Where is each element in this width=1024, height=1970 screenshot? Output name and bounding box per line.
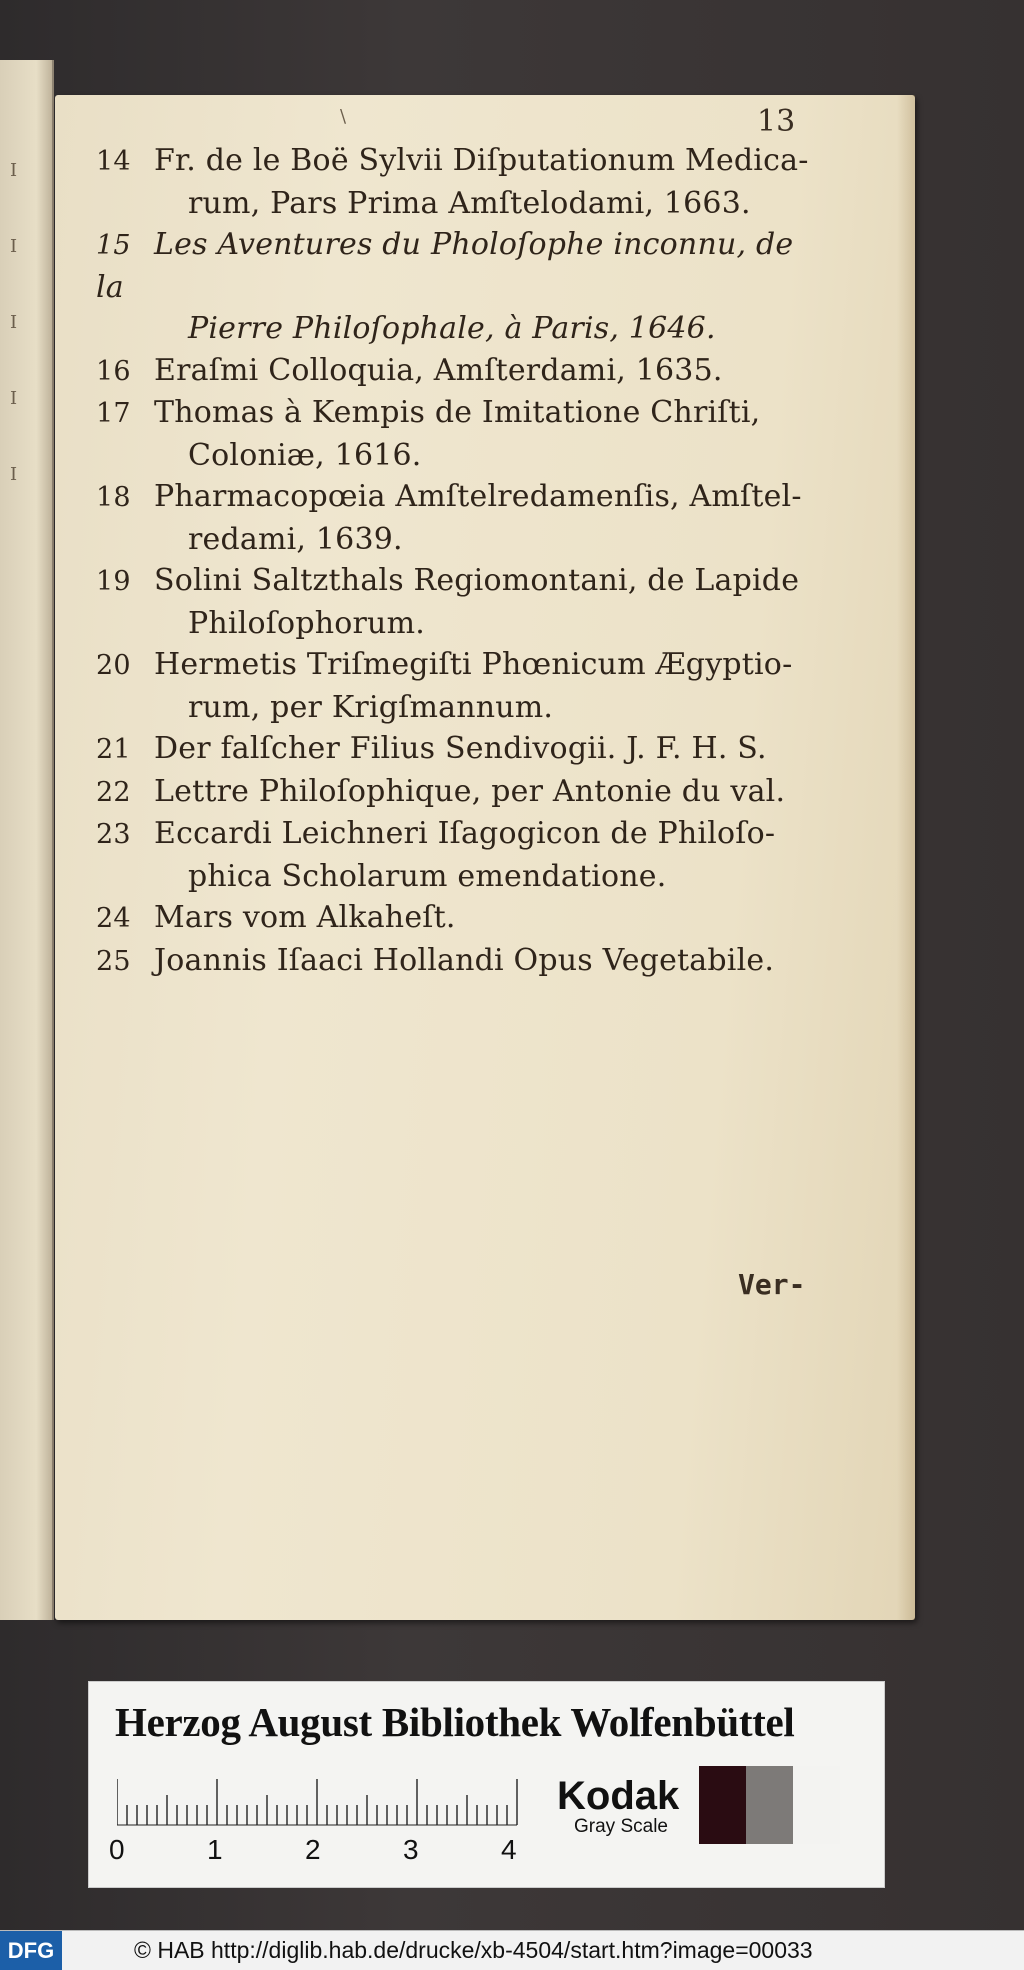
entry-line: Eraſmi Colloquia, Amſterdami, 1635. [154, 352, 723, 388]
entry-number: 15 [96, 230, 131, 261]
entry-line: Thomas à Kempis de Imitatione Chriſti, [154, 395, 761, 430]
ruler-label: 0 [109, 1834, 125, 1865]
entry-14 [96, 140, 816, 224]
library-name: Herzog August Bibliothek Wolfenbüttel [115, 1699, 795, 1745]
entry-number: 22 [96, 776, 131, 808]
entry-21 [96, 728, 816, 771]
entry-line: phica Scholarum emendatione. [188, 858, 667, 894]
entry-line: rum, Pars Prima Amſtelodami, 1663. [188, 185, 751, 221]
entry-number: 14 [96, 146, 131, 177]
entry-line: redami, 1639. [188, 521, 403, 557]
entry-19 [96, 560, 816, 644]
ruler-scale [117, 1778, 537, 1826]
copyright-url: © HAB http://diglib.hab.de/drucke/xb-4504/start.htm?image=00033 [134, 1937, 813, 1963]
entry-number: 24 [96, 903, 131, 934]
ruler-label: 4 [501, 1834, 517, 1865]
entry-number: 18 [96, 482, 131, 513]
page-mark: \ [340, 106, 347, 127]
page-number: 13 [757, 104, 796, 139]
catchword: Ver- [738, 1268, 806, 1301]
entry-23 [96, 813, 816, 897]
entry-number: 23 [96, 819, 131, 850]
ruler-label: 1 [207, 1834, 223, 1865]
gray-scale-label: Gray Scale [574, 1816, 668, 1837]
gray-patch-mid [746, 1766, 793, 1844]
dfg-logo: DFG [0, 1931, 62, 1970]
entry-17 [96, 392, 816, 476]
entry-line: Lettre Philoſophique, per Antonie du val. [154, 773, 786, 809]
entry-line: Les Aventures du Pholoſophe inconnu, de la [96, 227, 794, 305]
entry-line: Pharmacopœia Amſtelredamenſis, Amſtel- [154, 479, 802, 514]
footer-bar [0, 1930, 1024, 1970]
entry-line: Der falſcher Filius Sendivogii. J. F. H. S. [154, 731, 767, 766]
entry-line: Joannis Iſaaci Hollandi Opus Vegetabile. [154, 942, 775, 978]
entry-16 [96, 350, 816, 393]
color-target-card [88, 1681, 885, 1888]
entry-line: Pierre Philoſophale, à Paris, 1646. [188, 311, 716, 346]
entry-line: Coloniæ, 1616. [188, 437, 422, 473]
entry-line: Mars vom Alkaheſt. [154, 900, 456, 935]
left-page-marks: I I I I I [10, 160, 18, 485]
entry-line: Fr. de le Boë Sylvii Diſputationum Medica- [154, 143, 809, 178]
entry-line: Hermetis Triſmegiſti Phœnicum Ægyptio- [154, 647, 793, 682]
entry-number: 19 [96, 566, 131, 597]
gray-patches [699, 1766, 840, 1844]
kodak-logo: Kodak [557, 1774, 680, 1818]
entry-line: Philoſophorum. [188, 605, 425, 641]
entry-number: 16 [96, 355, 131, 387]
ruler-label: 2 [305, 1834, 321, 1865]
entry-number: 25 [96, 945, 131, 977]
entry-18 [96, 476, 816, 560]
entry-24 [96, 897, 816, 940]
ruler-label: 3 [403, 1834, 419, 1865]
entry-22 [96, 771, 816, 814]
entry-20 [96, 644, 816, 728]
entry-25 [96, 940, 816, 983]
entry-15 [96, 224, 816, 350]
entry-line: Solini Saltzthals Regiomontani, de Lapide [154, 563, 800, 598]
entry-line: Eccardi Leichneri Iſagogicon de Philoſo- [154, 816, 776, 851]
catalogue-entries [96, 140, 816, 982]
entry-number: 17 [96, 398, 131, 429]
entry-line: rum, per Krigſmannum. [188, 689, 554, 725]
gray-patch-dark [699, 1766, 746, 1844]
gray-patch-light [793, 1766, 840, 1844]
entry-number: 21 [96, 734, 131, 765]
left-page-edge [0, 60, 54, 1620]
entry-number: 20 [96, 650, 131, 681]
